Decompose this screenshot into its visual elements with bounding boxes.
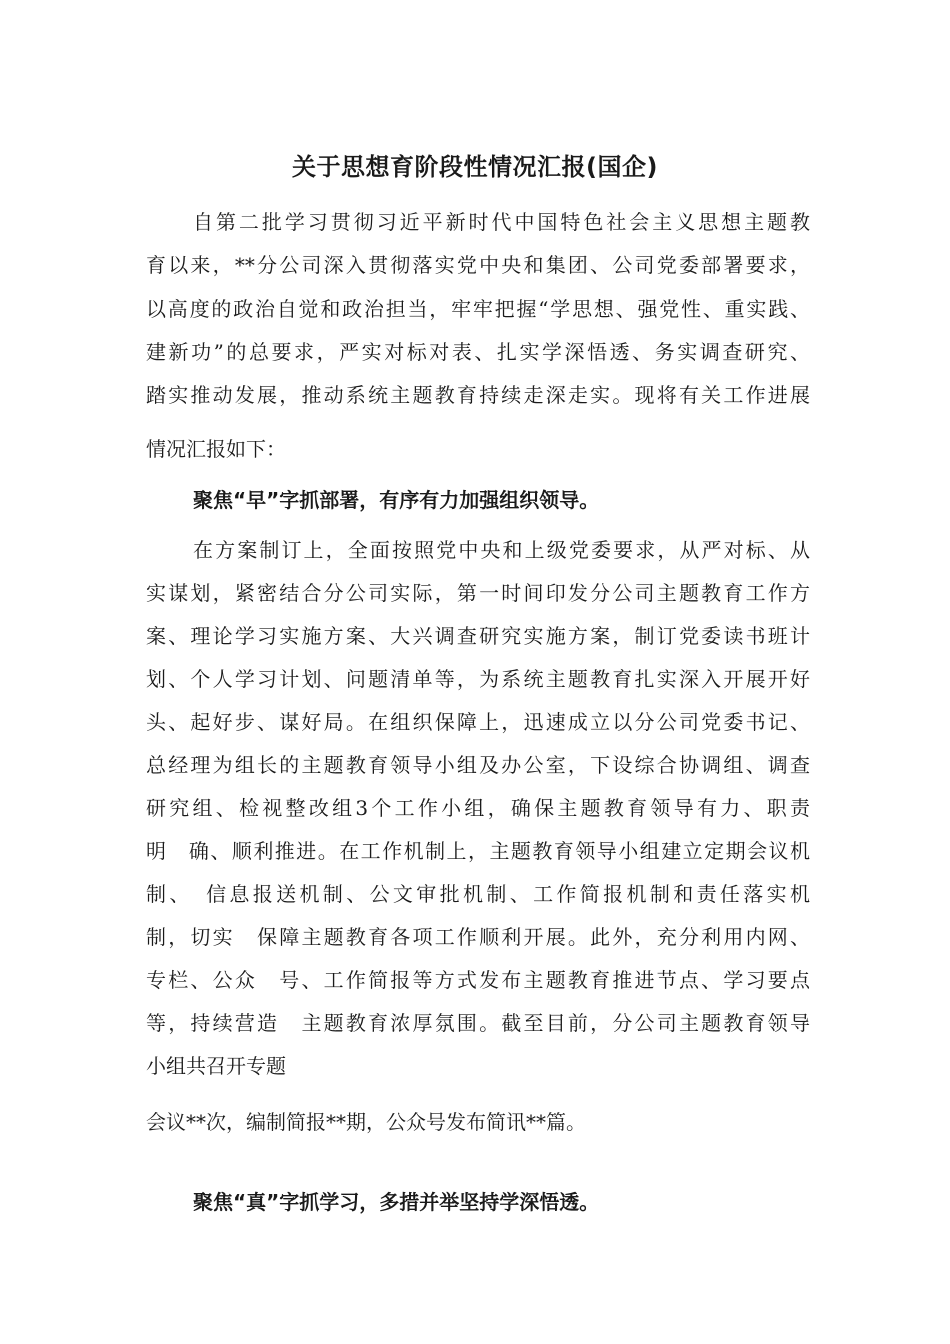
body-line: 研究组、检视整改组3个工作小组，确保主题教育领导有力、职责: [146, 796, 810, 820]
intro-line: 建新功”的总要求，严实对标对表、扎实学深悟透、务实调查研究、: [146, 340, 810, 364]
body-line: 会议**次，编制简报**期，公众号发布简讯**篇。: [146, 1110, 586, 1134]
body-line: 实谋划，紧密结合分公司实际，第一时间印发分公司主题教育工作方: [146, 581, 810, 605]
body-line: 明 确、顺利推进。在工作机制上，主题教育领导小组建立定期会议机: [146, 839, 810, 863]
body-line: 小组共召开专题: [146, 1054, 286, 1078]
body-line: 在方案制订上，全面按照党中央和上级党委要求，从严对标、从: [193, 538, 810, 562]
body-line: 划、个人学习计划、问题清单等，为系统主题教育扎实深入开展开好: [146, 667, 810, 691]
intro-line: 育以来，**分公司深入贯彻落实党中央和集团、公司党委部署要求，: [146, 253, 810, 277]
body-line: 制、 信息报送机制、公文审批机制、工作简报机制和责任落实机: [146, 882, 810, 906]
body-line: 等，持续营造 主题教育浓厚氛围。截至目前，分公司主题教育领导: [146, 1011, 810, 1035]
intro-line: 踏实推动发展，推动系统主题教育持续走深走实。现将有关工作进展: [146, 383, 810, 407]
body-line: 总经理为组长的主题教育领导小组及办公室，下设综合协调组、调查: [146, 753, 810, 777]
document-title: 关于思想育阶段性情况汇报(国企): [292, 153, 658, 181]
intro-line: 以高度的政治自觉和政治担当，牢牢把握“学思想、强党性、重实践、: [146, 297, 810, 321]
intro-line: 情况汇报如下：: [146, 437, 286, 461]
section-heading: 聚焦“真”字抓学习，多措并举坚持学深悟透。: [193, 1190, 600, 1214]
section-heading: 聚焦“早”字抓部署，有序有力加强组织领导。: [193, 488, 600, 512]
body-line: 头、起好步、谋好局。在组织保障上，迅速成立以分公司党委书记、: [146, 710, 810, 734]
body-line: 制，切实 保障主题教育各项工作顺利开展。此外，充分利用内网、: [146, 925, 810, 949]
body-line: 专栏、公众 号、工作简报等方式发布主题教育推进节点、学习要点: [146, 968, 810, 992]
body-line: 案、理论学习实施方案、大兴调查研究实施方案，制订党委读书班计: [146, 624, 810, 648]
intro-line: 自第二批学习贯彻习近平新时代中国特色社会主义思想主题教: [193, 210, 810, 234]
